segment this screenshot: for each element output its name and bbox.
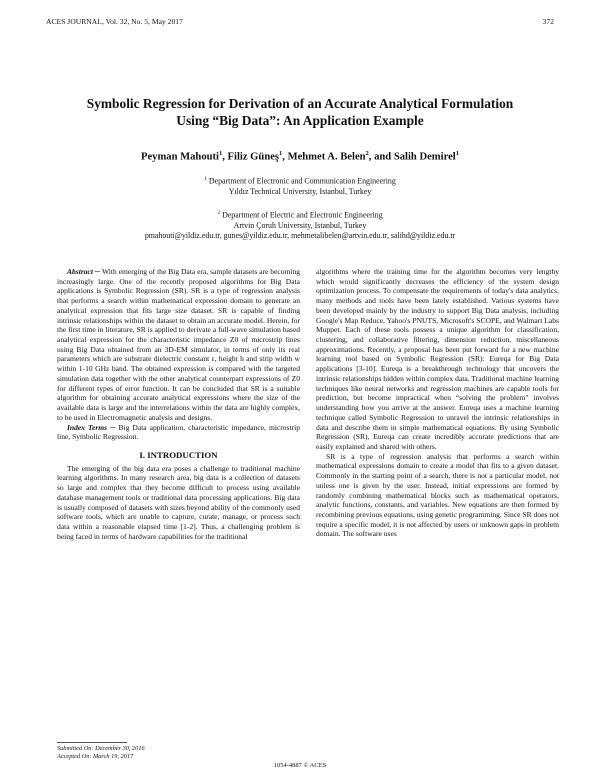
index-terms-dash: ─ (107, 422, 119, 432)
abstract-text: With emerging of the Big Data era, sample datasets are becoming increasingly large. One of the recently proposed algorithms for Big Data applications is Symbolic Regression (SR). SR is a type of regression analysis that performs a search within mathematical expression domain to generate an analytical expression that fits large size dataset. SR is capable of finding intrinsic relationships within the dataset to obtain an accurate model. Herein, for the first time in literature, SR is applied to derivate a full-wave simulation based analytical expression for the characteristic impedance Z0 of microstrip lines using Big Data obtained from an 3D-EM simulator, in terms of only its real parameters which are substrate dielectric constant ε, height h and strip width w within 1-10 GHz band. The obtained expression is compared with the targeted simulation data together with the other analytical counterpart expressions of Z0 for different types of error function. It can be concluded that SR is a suitable algorithm for obtaining accurate analytical expressions where the size of the available data is large and the interrelations within the data are highly complex, to be used in Electromagnetic analysis and designs. (57, 267, 300, 422)
abstract-label: Abstract (67, 267, 93, 276)
author-emails: pmahouti@yildiz.edu.tr, gunes@yildiz.edu.tr, mehmetalibelen@artvin.edu.tr, salihd@yildiz.edu.tr (144, 231, 456, 241)
running-header (46, 17, 554, 29)
affiliation-department: Department of Electronic and Communication Engineering (208, 176, 396, 186)
author-name: Mehmet A. Belen (287, 151, 366, 163)
section-heading-introduction: I. INTRODUCTION (139, 449, 218, 460)
author-affiliation-mark: 1 (218, 150, 223, 157)
author-name: Salih Demirel (393, 151, 456, 163)
author-separator: , (222, 151, 228, 163)
page-number: 372 (542, 17, 554, 26)
abstract-paragraph (57, 267, 300, 423)
affiliation-mark: 2 (217, 210, 221, 216)
affiliation-department: Department of Electric and Electronic Engineering (222, 210, 383, 220)
journal-name: ACES JOURNAL, Vol. 32, No. 5, May 2017 (46, 17, 183, 26)
accepted-date: Accepted On: March 19, 2017 (57, 753, 134, 761)
affiliation-institution: Yıldız Technical University, Istanbul, Turkey (228, 187, 372, 197)
introduction-paragraph-continued: algorithms where the training time for the algorithm becomes very lengthy which would significantly decreases the efficiency of the system design optimization process. To compensate the requirements of today's data analytics, many methods and tools have been lately established. Various systems have been developed mainly by the industry to support Big Data analysis, including Google's Map Reduce, Yahoo's PNUTS, Microsoft's SCOPE, and Walmart Labs Muppet. Each of these tools possess a unique algorithm for classification, clustering, and collaborative filtering, dimension reduction, miscellaneous approximations. Recently, a proposal has been put forward for a new machine learning tool based on Symbolic Regression (SR): Eureqa for Big Data applications [3-10]. Eureqa is a breakthrough technology that uncovers the intrinsic relationships hidden within complex data. Traditional machine learning techniques like neural networks and regression machines are capable tools for prediction, but become impractical when “solving the problem” involves understanding how you arrive at the answer. Eureqa uses a machine learning technique called Symbolic Regression to unravel the intrinsic relationships in data and describe them in simple mathematical equations. By using Symbolic Regression (SR), Eureqa can create incredibly accurate predictions that are easily explained and shared with others. (316, 267, 559, 451)
left-column (57, 267, 300, 541)
affiliation-institution: Artvin Çoruh University, Istanbul, Turkey (233, 221, 367, 231)
footnote-rule (57, 742, 127, 743)
abstract-dash: ─ (93, 267, 102, 276)
author-name: Filiz Güneş (227, 151, 280, 163)
index-terms-label: Index Terms (67, 422, 108, 432)
affiliation-mark: 1 (204, 176, 207, 182)
affiliation-1 (40, 174, 560, 197)
author-name: Peyman Mahouti (141, 151, 219, 163)
introduction-paragraph: The emerging of the big data era poses a challenge to traditional machine learning algorithms. In many research area, big data is a collection of datasets so large and complex that they become difficult to process using available database management tools or traditional data processing applications. Big data is usually composed of datasets with sizes beyond ability of the commonly used software tools, which are unable to capture, curate, manage, or process such data within a reasonable elapsed time [1-2]. Thus, a challenging problem is being faced in terms of hardware capabilities for the traditional (57, 463, 300, 541)
title-line-2: Using “Big Data”: An Application Example (176, 113, 424, 128)
submitted-date: Submitted On: December 30, 2016 (57, 745, 145, 752)
issn-footer: 1054-4887 © ACES (273, 762, 327, 769)
submission-dates (57, 745, 145, 762)
author-separator: , and (368, 151, 394, 163)
author-separator: , (282, 151, 288, 163)
author-affiliation-mark: 2 (365, 150, 369, 157)
author-affiliation-mark: 1 (279, 150, 283, 157)
index-terms-text: Big Data application, characteristic impedance, microstrip line, Symbolic Regression. (57, 422, 300, 442)
introduction-paragraph-sr: SR is a type of regression analysis that performs a search within mathematical expressions domain to create a model that fits to a given dataset. Commonly in the starting point of a search, there is not a particular model, not unless one is given by the user. Instead, initial expressions are formed by randomly combining mathematical blocks such as mathematical operators, analytic functions, constants, and variables. New equations are then formed by recombining previous equations, using genetic programming. Since SR does not require a specific model, it is not affected by users or unknown gaps in problem domain. The software uses (316, 451, 559, 539)
title-line-1: Symbolic Regression for Derivation of an Accurate Analytical Formulation (86, 96, 514, 111)
affiliation-2 (40, 208, 560, 242)
index-terms-paragraph (57, 423, 300, 442)
author-affiliation-mark: 1 (455, 150, 459, 157)
author-list (40, 150, 560, 163)
right-column (316, 267, 559, 539)
paper-title (40, 95, 560, 129)
